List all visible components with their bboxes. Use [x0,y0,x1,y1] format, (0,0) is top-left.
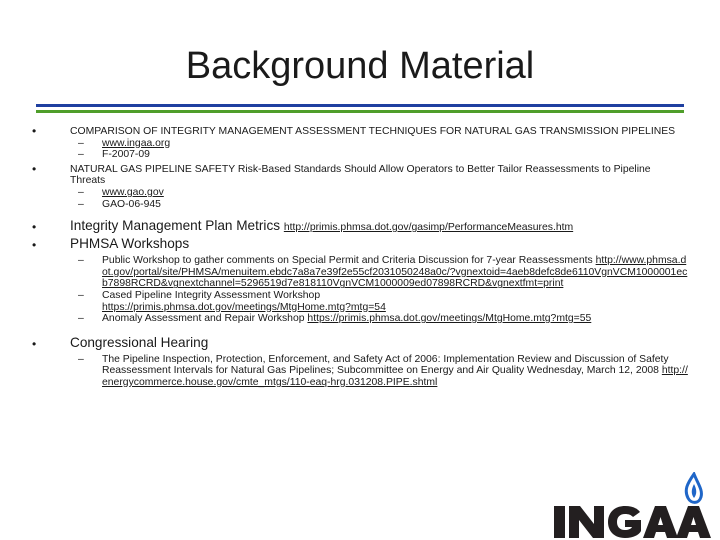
sub-item [70,313,688,325]
report-number: GAO-06-945 [102,198,161,210]
dash-icon: – [78,313,84,325]
link-special-permit-workshop[interactable]: http://www.phmsa.dot.gov/portal/site/PHMSA/menuitem.ebdc7a8a7e39f2e55cf2031050248a0c/?vgnextoid=4aeb8defc8de6110VgnVCM1000001ecb7898RCRD&vgnextchannel=5296519d7e818110VgnVCM1000009ed07898RCRD&vgnextfmt=print [102,255,688,290]
bullet-text: Congressional Hearing [70,334,209,350]
bullet-text: COMPARISON OF INTEGRITY MANAGEMENT ASSESSMENT TECHNIQUES FOR NATURAL GAS TRANSMISSION PIPELINES [70,126,676,137]
bullet-text: NATURAL GAS PIPELINE SAFETY Risk-Based Standards Should Allow Operators to Better Tailor Reassessments to Pipeline Threats [70,163,651,187]
sub-item [70,290,688,313]
sub-text: Anomaly Assessment and Repair Workshop [102,313,308,325]
bullet-icon: • [32,336,37,351]
dash-icon: – [78,255,84,267]
link-gao[interactable]: www.gao.gov [102,186,164,198]
bullet-item-imp-metrics [28,218,688,236]
title-rule-blue [36,104,684,107]
dash-icon: – [78,289,84,301]
dash-icon: – [78,353,84,365]
dash-icon: – [78,186,84,198]
sub-item [70,138,688,150]
bullet-icon: • [32,124,37,138]
bullet-icon: • [32,161,37,176]
bullet-text: Integrity Management Plan Metrics [70,218,284,234]
ingaa-logo [552,472,720,540]
link-anomaly-workshop[interactable]: https://primis.phmsa.dot.gov/meetings/MtgHome.mtg?mtg=55 [307,313,592,325]
slide-title: Background Material [185,45,535,87]
link-cased-pipeline-workshop[interactable]: https://primis.phmsa.dot.gov/meetings/MtgHome.mtg?mtg=54 [102,301,386,313]
bullet-icon: • [32,238,37,253]
sub-item [70,199,688,211]
bullet-icon: • [32,220,37,235]
bullet-item-comparison [28,126,688,138]
sub-text: Public Workshop to gather comments on Special Permit and Criteria Discussion for 7-year Reassessments [102,255,593,267]
sub-item [70,255,688,290]
bullet-item-gao-report [28,161,688,187]
link-energy-commerce[interactable]: http://energycommerce.house.gov/cmte_mtgs/110-eaq-hrg.031208.PIPE.shtml [102,365,688,388]
report-number: F-2007-09 [102,149,150,161]
slide-content [28,126,688,389]
link-ingaa[interactable]: www.ingaa.org [102,137,171,149]
dash-icon: – [78,149,84,161]
bullet-text: PHMSA Workshops [70,236,190,252]
dash-icon: – [78,198,84,210]
sub-item [70,149,688,161]
bullet-item-phmsa-workshops [28,236,688,252]
sub-item [70,354,688,389]
title-rule-green [36,110,684,113]
link-performance-measures[interactable]: http://primis.phmsa.dot.gov/gasimp/PerformanceMeasures.htm [283,222,574,234]
bullet-item-congressional-hearing [28,335,688,351]
sub-text: The Pipeline Inspection, Protection, Enforcement, and Safety Act of 2006: Implementation Review and Discussion of Safety Reassessment Intervals for Natural Gas Pipelines; Subcommittee on Energy and Air Quality Wednesday, March 12, 2008 [102,353,669,377]
sub-item [70,187,688,199]
dash-icon: – [78,137,84,149]
sub-text: Cased Pipeline Integrity Assessment Workshop [102,289,321,301]
